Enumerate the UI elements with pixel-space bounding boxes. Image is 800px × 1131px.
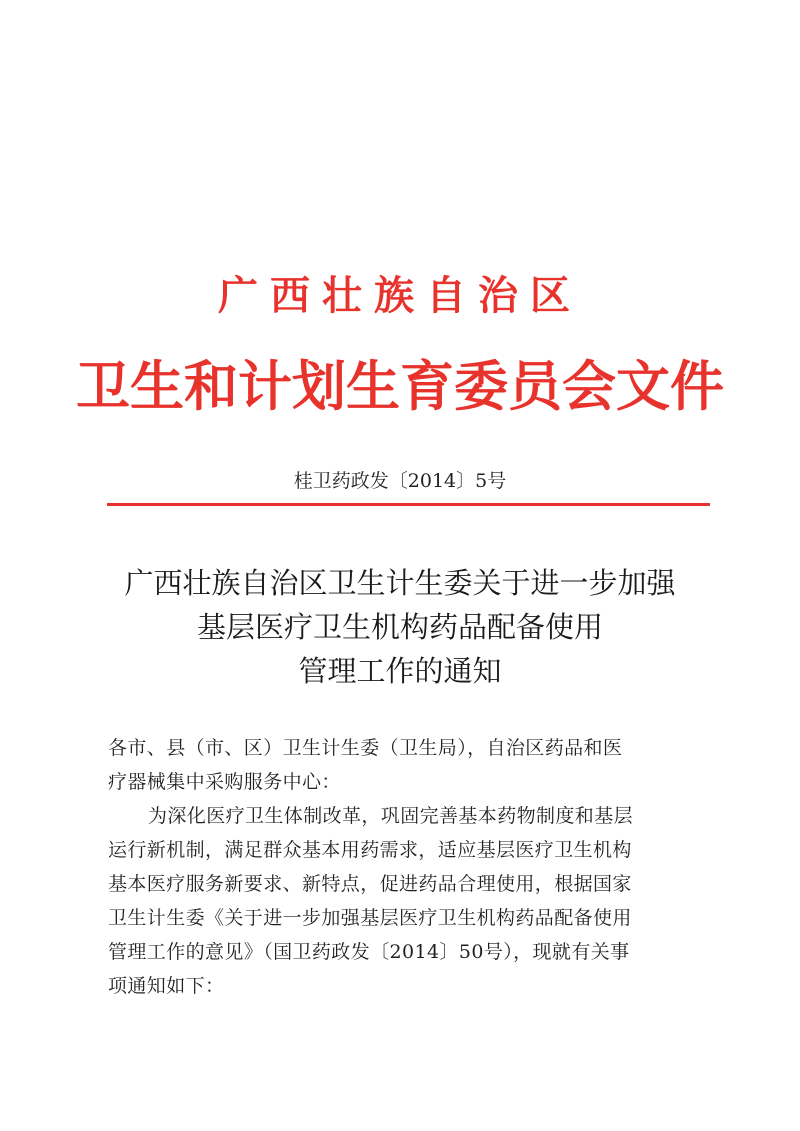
paragraph-line: 管理工作的意见》（国卫药政发〔2014〕50号），现就有关事: [108, 941, 630, 963]
red-divider-line: [107, 503, 710, 506]
paragraph-line: 运行新机制，满足群众基本用药需求，适应基层医疗卫生机构: [108, 839, 632, 861]
paragraph-line: 项通知如下：: [108, 975, 225, 997]
paragraph-line: 卫生计生委《关于进一步加强基层医疗卫生机构药品配备使用: [108, 907, 632, 929]
title-line: 基层医疗卫生机构药品配备使用: [196, 610, 603, 644]
paragraph-line: 为深化医疗卫生体制改革，巩固完善基本药物制度和基层: [148, 805, 634, 827]
title-line: 管理工作的通知: [298, 654, 502, 688]
notice-body: [108, 731, 708, 1003]
addressee-line: 各市、县（市、区）卫生计生委（卫生局），自治区药品和医: [108, 737, 623, 759]
paragraph-line: 基本医疗服务新要求、新特点，促进药品合理使用，根据国家: [108, 873, 632, 895]
document-header-title: 卫生和计划生育委员会文件: [76, 354, 724, 418]
title-line: 广西壮族自治区卫生计生委关于进一步加强: [124, 566, 676, 600]
addressee-line: 疗器械集中采购服务中心：: [108, 771, 341, 793]
document-number: 桂卫药政发〔2014〕5号: [293, 470, 507, 492]
issuer-name: 广西壮族自治区: [218, 272, 582, 319]
notice-title: [0, 561, 800, 693]
